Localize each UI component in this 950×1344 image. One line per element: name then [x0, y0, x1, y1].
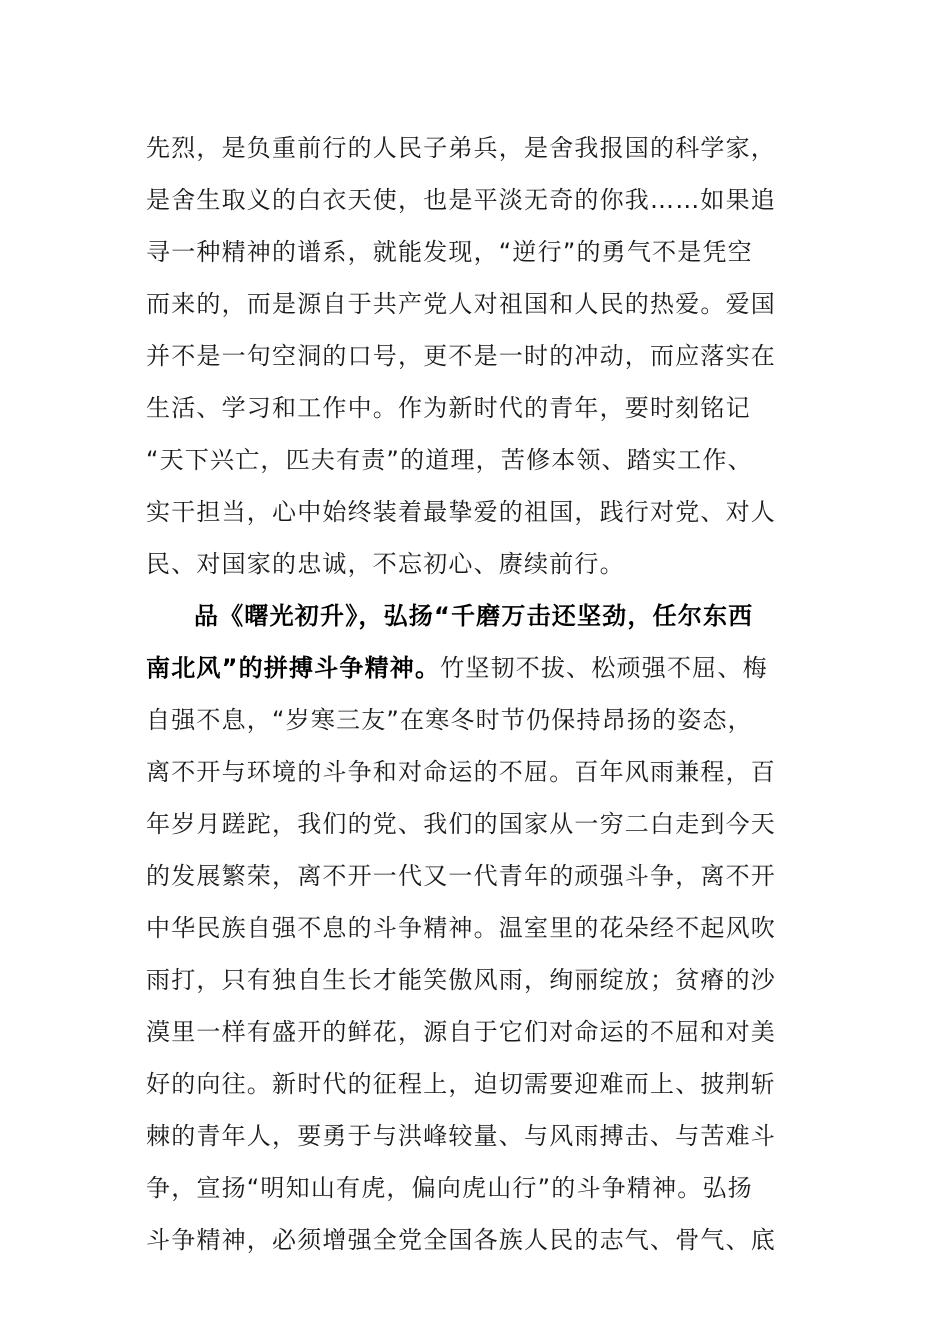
text-line: 漠里一样有盛开的鲜花，源自于它们对命运的不屈和对美	[146, 1018, 776, 1046]
text-line: 是舍生取义的白衣天使，也是平淡无奇的你我……如果追	[146, 186, 776, 214]
text-line: 离不开与环境的斗争和对命运的不屈。百年风雨兼程，百	[146, 758, 776, 786]
text-line: 棘的青年人，要勇于与洪峰较量、与风雨搏击、与苦难斗	[146, 1122, 776, 1150]
text-line: 并不是一句空洞的口号，更不是一时的冲动，而应落实在	[146, 342, 776, 370]
text-line: 自强不息，“岁寒三友”在寒冬时节仍保持昂扬的姿态，	[146, 706, 753, 734]
paragraph-heading-line	[194, 596, 786, 636]
text-line: 的发展繁荣，离不开一代又一代青年的顽强斗争，离不开	[146, 862, 776, 890]
text-line: “天下兴亡，匹夫有责”的道理，苦修本领、踏实工作、	[146, 446, 753, 474]
text-line: 实干担当，心中始终装着最挚爱的祖国，践行对党、对人	[146, 498, 776, 526]
text-line	[146, 648, 786, 688]
bold-heading-text: 品《曙光初升》，弘扬“千磨万击还坚劲，任尔东西	[194, 602, 754, 630]
text-line: 民、对国家的忠诚，不忘初心、赓续前行。	[146, 550, 625, 578]
text-line: 先烈，是负重前行的人民子弟兵，是舍我报国的科学家，	[146, 134, 776, 162]
text-line: 生活、学习和工作中。作为新时代的青年，要时刻铭记	[146, 394, 751, 422]
body-text: 竹坚韧不拔、松顽强不屈、梅	[440, 654, 768, 682]
text-line: 年岁月蹉跎，我们的党、我们的国家从一穷二白走到今天	[146, 810, 776, 838]
text-line: 争，宣扬“明知山有虎，偏向虎山行”的斗争精神。弘扬	[146, 1174, 753, 1202]
text-line: 雨打，只有独自生长才能笑傲风雨，绚丽绽放；贫瘠的沙	[146, 966, 776, 994]
text-line: 寻一种精神的谱系，就能发现，“逆行”的勇气不是凭空	[146, 238, 753, 266]
bold-heading-text: 南北风”的拼搏斗争精神。	[146, 654, 441, 682]
text-line: 好的向往。新时代的征程上，迫切需要迎难而上、披荆斩	[146, 1070, 776, 1098]
text-line: 而来的，而是源自于共产党人对祖国和人民的热爱。爱国	[146, 290, 776, 318]
text-line: 斗争精神，必须增强全党全国各族人民的志气、骨气、底	[146, 1226, 776, 1254]
text-line: 中华民族自强不息的斗争精神。温室里的花朵经不起风吹	[146, 914, 776, 942]
